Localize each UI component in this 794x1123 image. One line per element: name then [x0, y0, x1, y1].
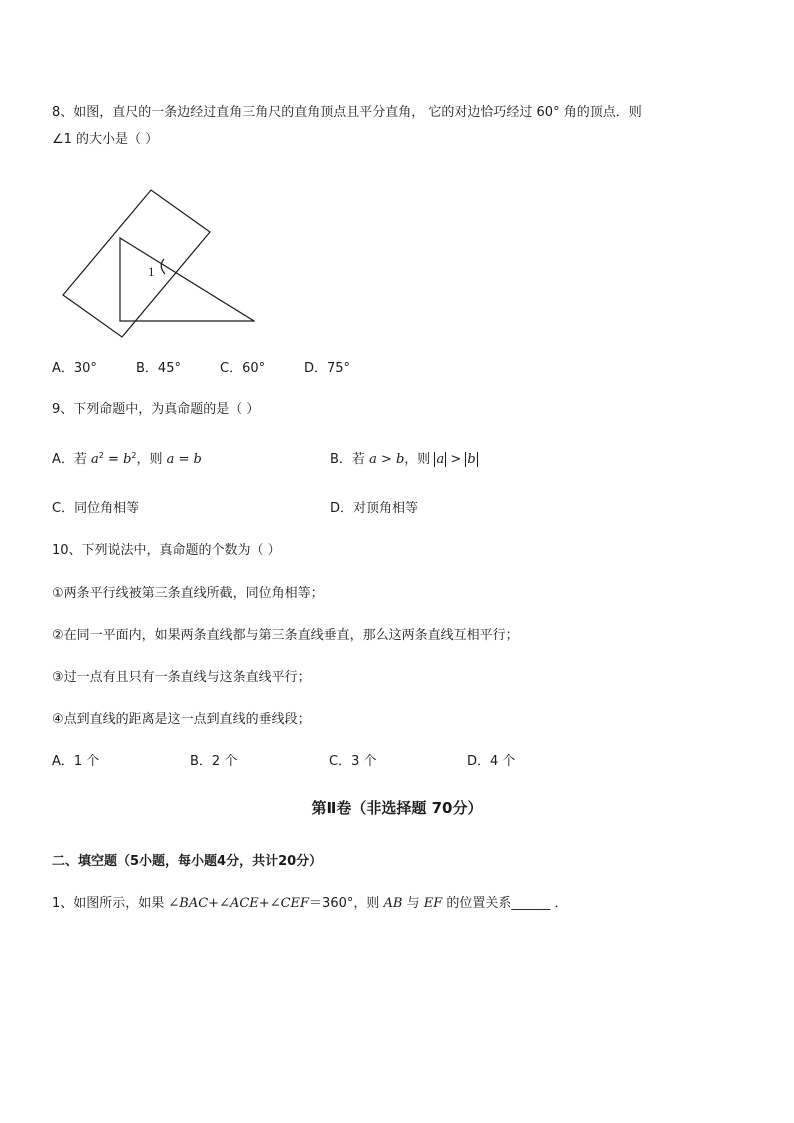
q9-b-abs-a: a: [436, 452, 445, 467]
fill1-line-ef: EF: [423, 896, 443, 911]
q9-option-d: D．对顶角相等: [330, 501, 419, 516]
fill1-suffix: 的位置关系______ ．: [442, 896, 568, 911]
q9-b-mid: ，则: [404, 452, 435, 467]
q9-b-prefix: B．若: [330, 452, 370, 467]
fill1-line-ab: AB: [383, 896, 403, 911]
q10-option-b: B．2 个: [190, 754, 238, 769]
q9-option-a: [52, 448, 202, 467]
q10-option-a: A．1 个: [52, 754, 100, 769]
q10-stem: 10、下列说法中，真命题的个数为（ ）: [52, 543, 281, 558]
q9-stem: 9、下列命题中，为真命题的是（ ）: [52, 402, 260, 417]
angle-1-label: 1: [148, 264, 155, 279]
q9-a-exp1: 2: [98, 451, 104, 460]
q10-option-d: D．4 个: [467, 754, 516, 769]
q8-option-d: D．75°: [304, 361, 351, 376]
q9-b-cond: a > b: [369, 452, 405, 467]
q8-figure: [55, 180, 255, 340]
fill1-and: 与: [402, 896, 424, 911]
angle-1-arc: [161, 259, 165, 274]
fill1-prefix: 1、如图所示，如果: [52, 896, 169, 911]
q10-option-c: C．3 个: [329, 754, 377, 769]
q9-a-prefix: A．若: [52, 452, 92, 467]
q9-b-gt: >: [446, 452, 466, 467]
section-fill-in-heading: 二、填空题（5小题，每小题4分，共计20分）: [52, 854, 323, 869]
q8-option-c: C．60°: [220, 361, 266, 376]
fill1-expression: ∠BAC+∠ACE+∠CEF: [168, 896, 310, 911]
q9-b-abs-b: b: [467, 452, 476, 467]
q8-stem-line1: 8、如图，直尺的一条边经过直角三角尺的直角顶点且平分直角， 它的对边恰巧经过 60° 角的顶点．则: [52, 105, 642, 120]
q8-stem-line2: ∠1 的大小是（ ）: [52, 132, 159, 147]
fill1-stem: [52, 892, 568, 911]
q8-option-a: A．30°: [52, 361, 97, 376]
q9-a-exp2: 2: [131, 451, 137, 460]
q9-a-eq: =: [103, 452, 124, 467]
q9-option-b: [330, 448, 478, 467]
q9-option-c: C．同位角相等: [52, 501, 140, 516]
q10-statement-2: ②在同一平面内，如果两条直线都与第三条直线垂直，那么这两条直线互相平行；: [52, 628, 519, 643]
ruler-shape: [63, 190, 210, 337]
q8-option-b: B．45°: [136, 361, 181, 376]
triangle-shape: [120, 238, 254, 321]
fill1-equals: ＝360°，则: [309, 896, 384, 911]
q10-statement-1: ①两条平行线被第三条直线所截，同位角相等；: [52, 586, 324, 601]
q10-statement-4: ④点到直线的距离是这一点到直线的垂线段；: [52, 712, 311, 727]
q9-a-var-b: b: [123, 452, 132, 467]
q9-a-mid: ，则: [136, 452, 167, 467]
q9-a-var-a: a: [91, 452, 99, 467]
q10-statement-3: ③过一点有且只有一条直线与这条直线平行；: [52, 670, 311, 685]
q9-a-result: a = b: [166, 452, 202, 467]
part2-title: 第Ⅱ卷（非选择题 70分）: [311, 799, 483, 817]
